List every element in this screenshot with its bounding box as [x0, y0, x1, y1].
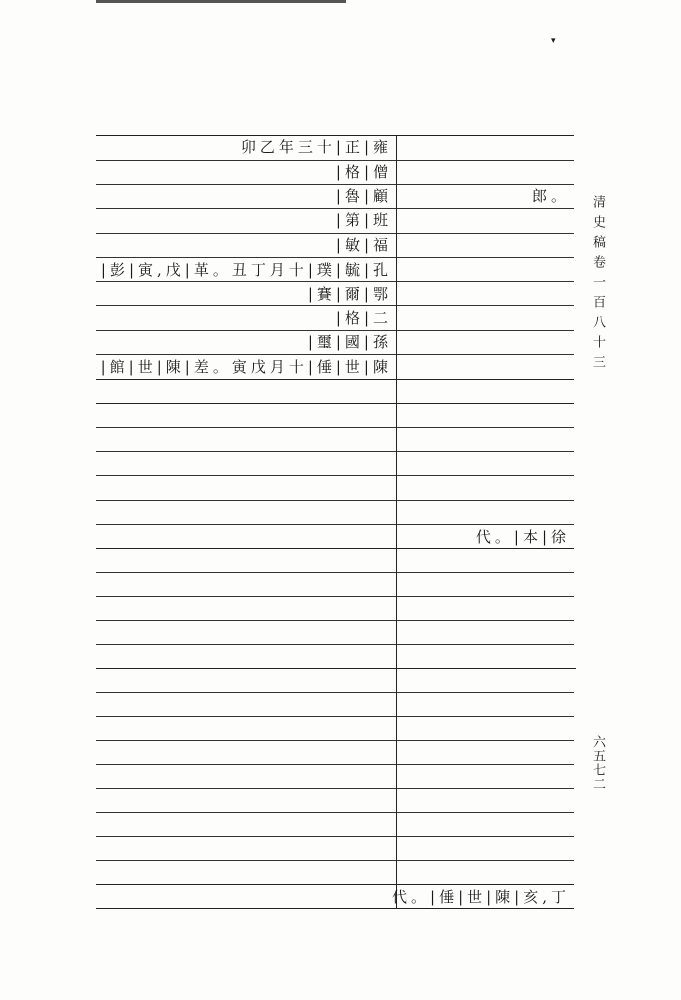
- table-rule: [96, 330, 574, 331]
- table-rule: [96, 184, 574, 185]
- header-mark: ▾: [551, 36, 556, 46]
- table-rule: [96, 812, 574, 813]
- table-rule: [96, 620, 574, 621]
- table-rule: [96, 208, 574, 209]
- table-rule: [96, 305, 574, 306]
- left-cell: |璽|國|孫: [307, 333, 392, 351]
- table-rule: [96, 788, 574, 789]
- left-cell: |第|班: [335, 211, 392, 229]
- table-rule: [96, 740, 574, 741]
- table-rule: [96, 716, 574, 717]
- column-divider: [396, 135, 397, 908]
- table-rule: [96, 860, 574, 861]
- left-cell: |格|僧: [335, 163, 392, 181]
- table-rule: [96, 475, 574, 476]
- table-rule: [96, 160, 574, 161]
- page-number: 六五七二: [590, 735, 605, 791]
- table-rule: [96, 403, 574, 404]
- table-rule: [96, 257, 574, 258]
- table-rule: [96, 548, 574, 549]
- table-rule: [96, 451, 574, 452]
- right-cell: 代。|本|徐: [475, 528, 570, 546]
- left-cell: 卯乙年三十|正|雍: [240, 138, 392, 156]
- official-table: [96, 0, 576, 1000]
- left-cell: |敏|福: [335, 236, 392, 254]
- table-rule: [96, 427, 574, 428]
- table-rule: [96, 908, 574, 909]
- table-rule: [96, 764, 574, 765]
- table-rule: [96, 379, 574, 380]
- table-rule: [96, 644, 574, 645]
- side-title: 清史稿卷一百八十三: [590, 195, 605, 375]
- table-rule: [96, 884, 574, 885]
- left-cell: |館|世|陳|差。寅戊月十|倕|世|陳: [100, 358, 392, 376]
- table-rule: [96, 500, 574, 501]
- table-rule: [96, 233, 574, 234]
- table-rule: [96, 572, 574, 573]
- table-rule: [96, 692, 574, 693]
- left-cell: |彭|寅,戊|革。丑丁月十|璞|毓|孔: [100, 261, 392, 279]
- table-rule: [96, 281, 574, 282]
- table-rule: [96, 596, 574, 597]
- table-rule: [96, 668, 576, 669]
- right-cell: 郎。: [531, 187, 570, 205]
- table-rule: [96, 354, 574, 355]
- left-cell: |賽|爾|鄂: [307, 285, 392, 303]
- table-rule: [96, 135, 574, 136]
- left-cell: |魯|顧: [335, 187, 392, 205]
- table-rule: [96, 524, 574, 525]
- right-cell: 代。|倕|世|陳|亥,丁: [392, 888, 570, 906]
- table-rule: [96, 836, 574, 837]
- left-cell: |格|二: [335, 309, 392, 327]
